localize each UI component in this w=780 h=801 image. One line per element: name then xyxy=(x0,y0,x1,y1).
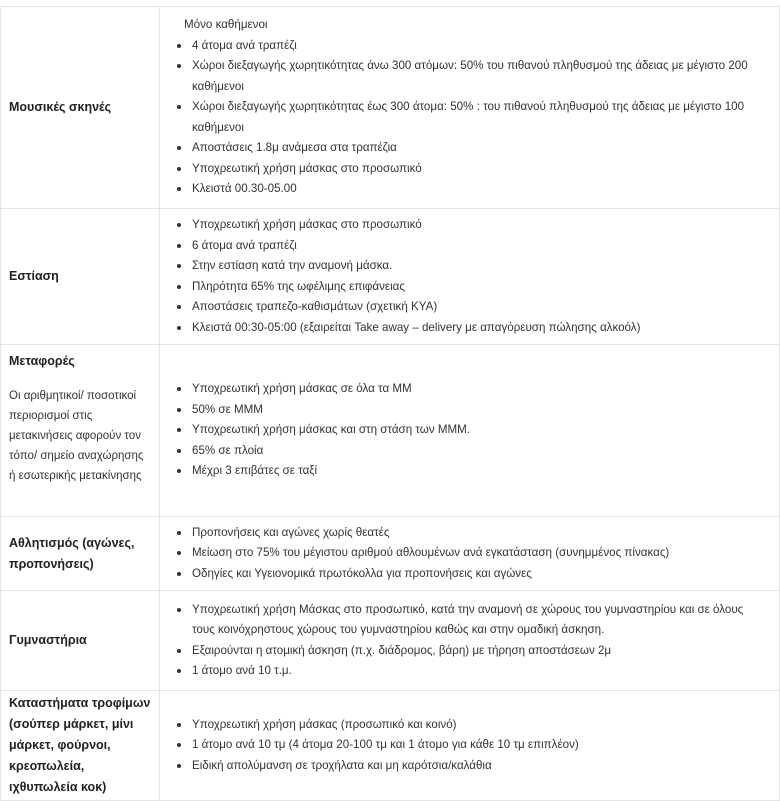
list-item: 50% σε ΜΜΜ xyxy=(170,400,767,421)
category-cell xyxy=(1,691,160,801)
list-item: 4 άτομα ανά τραπέζι xyxy=(170,36,767,57)
list-item: Υποχρεωτική χρήση μάσκας στο προσωπικό xyxy=(170,159,767,180)
category-label: Αθλητισμός (αγώνες, προπονήσεις) xyxy=(9,535,135,571)
rules-list xyxy=(170,600,767,682)
table-row xyxy=(1,209,780,345)
list-item: Πληρότητα 65% της ωφέλιμης επιφάνειας xyxy=(170,277,767,298)
list-item: 6 άτομα ανά τραπέζι xyxy=(170,236,767,257)
list-item: Χώροι διεξαγωγής χωρητικότητας άνω 300 ατόμων: 50% του πιθανού πληθυσμού της άδειας με μέγιστο 200 καθήμενοι xyxy=(170,56,767,97)
table-row xyxy=(1,7,780,209)
list-item: Υποχρεωτική χρήση μάσκας (προσωπικό και κοινό) xyxy=(170,715,767,736)
list-item: Ειδική απολύμανση σε τροχήλατα και μη καρότσια/καλάθια xyxy=(170,756,767,777)
list-item: Κλειστά 00:30-05:00 (εξαιρείται Take away – delivery με απαγόρευση πώλησης αλκοόλ) xyxy=(170,318,767,339)
rules-list xyxy=(170,523,767,585)
category-cell xyxy=(1,517,160,591)
list-item: Χώροι διεξαγωγής χωρητικότητας έως 300 άτομα: 50% : του πιθανού πληθυσμού της άδειας με μέγιστο 100 καθήμενοι xyxy=(170,97,767,138)
category-cell xyxy=(1,7,160,209)
category-label: Εστίαση xyxy=(9,269,59,283)
list-item: Μείωση στο 75% του μέγιστου αριθμού αθλουμένων ανά εγκατάσταση (συνημμένος πίνακας) xyxy=(170,543,767,564)
rules-cell xyxy=(160,691,780,801)
rules-list xyxy=(170,715,767,777)
category-cell xyxy=(1,345,160,517)
category-note: Οι αριθμητικοί/ ποσοτικοί περιορισμοί στις μετακινήσεις αφορούν τον τόπο/ σημείο αναχώρησης ή εσωτερικής μετακίνησης xyxy=(9,390,144,482)
rules-cell xyxy=(160,591,780,691)
restrictions-table xyxy=(0,6,780,801)
list-item: 65% σε πλοία xyxy=(170,441,767,462)
rules-cell xyxy=(160,517,780,591)
category-label: Καταστήματα τροφίμων (σούπερ μάρκετ, μίνι μάρκετ, φούρνοι, κρεοπωλεία, ιχθυπωλεία κοκ) xyxy=(9,696,151,794)
rules-list xyxy=(170,215,767,338)
rules-list xyxy=(170,36,767,200)
category-label: Μουσικές σκηνές xyxy=(9,100,112,114)
list-item: Υποχρεωτική χρήση μάσκας και στη στάση των ΜΜΜ. xyxy=(170,420,767,441)
list-item: 1 άτομο ανά 10 τμ (4 άτομα 20-100 τμ και 1 άτομο για κάθε 10 τμ επιπλέον) xyxy=(170,735,767,756)
list-item: Προπονήσεις και αγώνες χωρίς θεατές xyxy=(170,523,767,544)
list-item: Εξαιρούνται η ατομική άσκηση (π.χ. διάδρομος, βάρη) με τήρηση αποστάσεων 2μ xyxy=(170,641,767,662)
category-cell xyxy=(1,209,160,345)
category-label: Γυμναστήρια xyxy=(9,633,87,647)
table-row xyxy=(1,691,780,801)
list-item: Στην εστίαση κατά την αναμονή μάσκα. xyxy=(170,256,767,277)
list-item: Υποχρεωτική χρήση μάσκας στο προσωπικό xyxy=(170,215,767,236)
category-label: Μεταφορές xyxy=(9,354,75,368)
table-row xyxy=(1,345,780,517)
list-item: Αποστάσεις 1.8μ ανάμεσα στα τραπέζια xyxy=(170,138,767,159)
category-cell xyxy=(1,591,160,691)
table-row xyxy=(1,591,780,691)
rules-cell xyxy=(160,7,780,209)
list-item: Αποστάσεις τραπεζο-καθισμάτων (σχετική ΚΥΑ) xyxy=(170,297,767,318)
list-item: 1 άτομο ανά 10 τ.μ. xyxy=(170,661,767,682)
rules-list xyxy=(170,379,767,482)
list-item: Κλειστά 00.30-05.00 xyxy=(170,179,767,200)
rules-cell xyxy=(160,209,780,345)
table-row xyxy=(1,517,780,591)
list-item: Υποχρεωτική χρήση μάσκας σε όλα τα ΜΜ xyxy=(170,379,767,400)
rules-cell xyxy=(160,345,780,517)
list-item: Οδηγίες και Υγειονομικά πρωτόκολλα για προπονήσεις και αγώνες xyxy=(170,564,767,585)
lead-text: Μόνο καθήμενοι xyxy=(184,18,268,32)
list-item: Υποχρεωτική χρήση Μάσκας στο προσωπικό, κατά την αναμονή σε χώρους του γυμναστηρίου και σε όλους τους κοινόχρηστους χώρους του γυμναστηρίου καθώς και στην ομαδική άσκηση. xyxy=(170,600,767,641)
list-item: Μέχρι 3 επιβάτες σε ταξί xyxy=(170,461,767,482)
